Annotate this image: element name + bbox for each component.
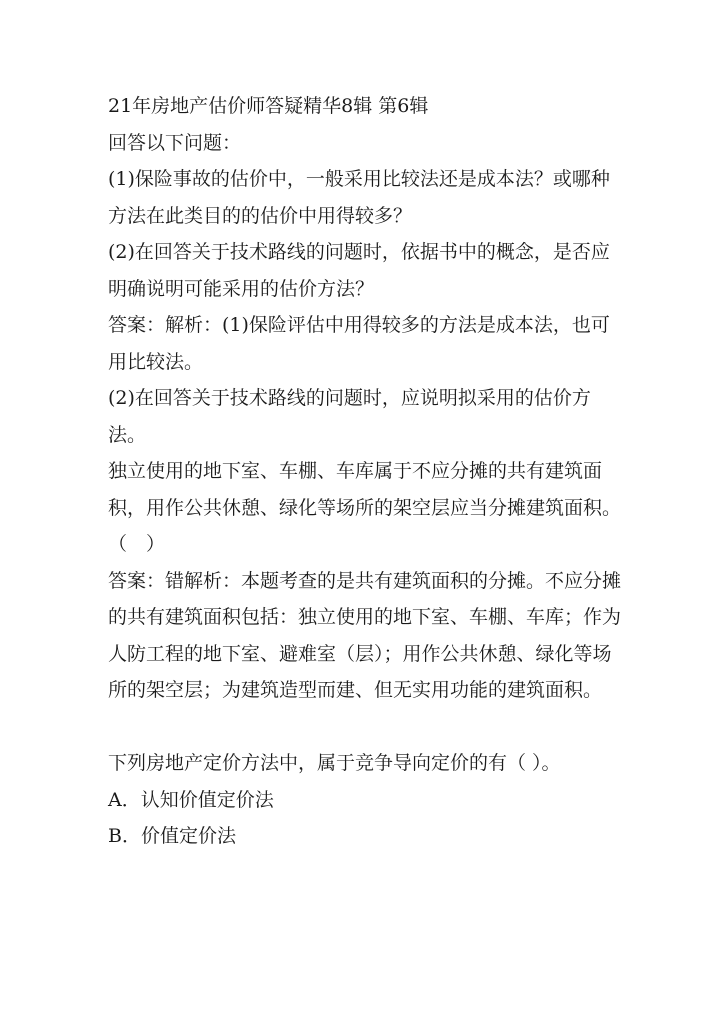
question-1-part-1: (1)保险事故的估价中，一般采用比较法还是成本法？或哪种方法在此类目的的估价中用得较多？ xyxy=(108,168,610,227)
option-a: A．认知价值定价法 xyxy=(108,788,274,811)
answer-1-part-1: 答案：解析：(1)保险评估中用得较多的方法是成本法，也可用比较法。 xyxy=(108,314,610,373)
intro-text: 回答以下问题： xyxy=(108,131,242,154)
document-title: 21年房地产估价师答疑精华8辑 第6辑 xyxy=(108,95,429,117)
document-body xyxy=(108,88,628,855)
answer-1-part-2: (2)在回答关于技术路线的问题时，应说明拟采用的估价方法。 xyxy=(108,387,591,446)
question-2: 独立使用的地下室、车棚、车库属于不应分摊的共有建筑面积，用作公共休憩、绿化等场所的架空层应当分摊建筑面积。（ ） xyxy=(108,460,622,555)
paragraph-gap xyxy=(108,709,628,746)
question-1-part-2: (2)在回答关于技术路线的问题时，依据书中的概念，是否应明确说明可能采用的估价方法？ xyxy=(108,241,610,300)
answer-2: 答案：错解析：本题考查的是共有建筑面积的分摊。不应分摊的共有建筑面积包括：独立使用的地下室、车棚、车库；作为人防工程的地下室、避难室（层）；用作公共休憩、绿化等场所的架空层；为建筑造型而建、但无实用功能的建筑面积。 xyxy=(108,569,622,701)
question-3: 下列房地产定价方法中，属于竞争导向定价的有（ ）。 xyxy=(108,752,561,774)
option-b: B．价值定价法 xyxy=(108,825,236,847)
